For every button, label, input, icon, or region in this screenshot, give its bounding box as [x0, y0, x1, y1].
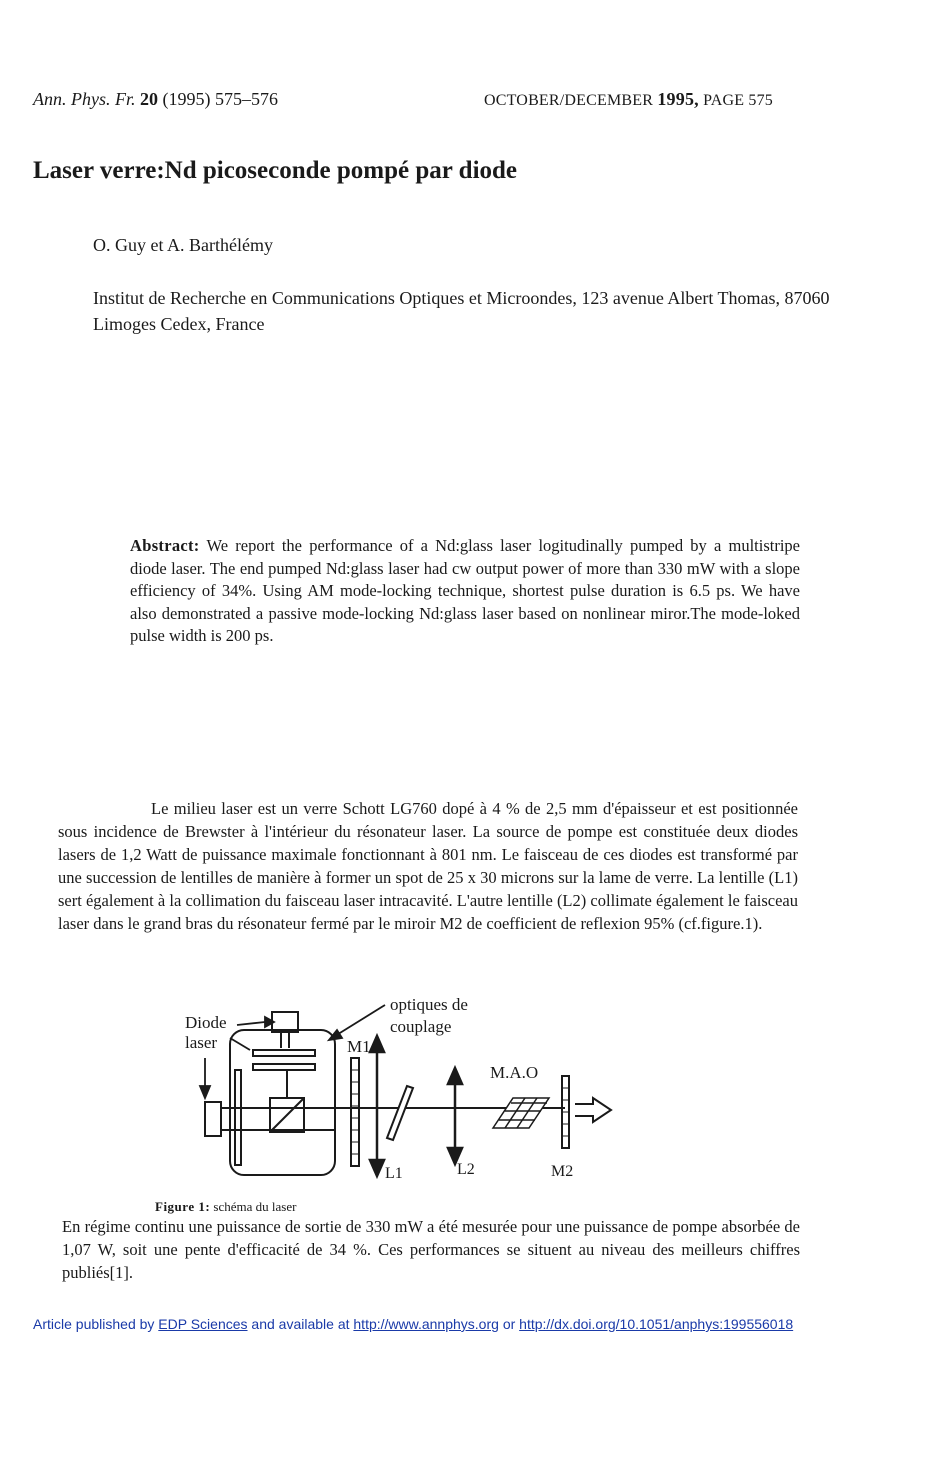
journal-pages: (1995) 575–576: [162, 89, 278, 109]
running-header-citation: [33, 89, 278, 110]
coupling-enclosure: [230, 1030, 335, 1175]
label-diode: Diode: [185, 1013, 227, 1032]
abstract-text: We report the performance of a Nd:glass laser logitudinally pumped by a multistripe diode laser. The end pumped Nd:glass laser had cw output power of more than 330 mW with a slope efficiency of 34%. Using AM mode-locking technique, shortest pulse duration is 6.5 ps. We have also demonstrated a passive mode-locking Nd:glass laser based on nonlinear miror.The mode-loked pulse width is 200 ps.: [130, 536, 800, 645]
coupling-lens-2: [253, 1064, 315, 1070]
abstract-label: Abstract:: [130, 536, 200, 555]
label-mao: M.A.O: [490, 1063, 539, 1082]
label-coupling: couplage: [390, 1017, 452, 1036]
journal-url-link[interactable]: http://www.annphys.org: [353, 1316, 499, 1332]
body-paragraph-2: En régime continu une puissance de sortie de 330 mW a été mesurée pour une puissance de pompe absorbée de 1,07 W, soit une pente d'efficacité de 34 %. Ces performances se situent au niveau des meilleurs chiffres publiés[1].: [62, 1217, 800, 1282]
doi-link[interactable]: http://dx.doi.org/10.1051/anphys:199556018: [519, 1316, 794, 1332]
author-affiliation: Institut de Recherche en Communications Optiques et Microondes, 123 avenue Albert Thomas, 87060 Limoges Cedex, France: [93, 288, 830, 334]
publisher-link[interactable]: EDP Sciences: [158, 1316, 248, 1332]
label-laser: laser: [185, 1033, 218, 1052]
body-paragraph-1: Le milieu laser est un verre Schott LG760 dopé à 4 % de 2,5 mm d'épaisseur et est positionnée sous incidence de Brewster à l'intérieur du résonateur laser. La source de pompe est constituée deux diodes lasers de 1,2 Watt de puissance maximale fonctionnant à 801 nm. Le faisceau de ces diodes est transformé par une succession de lentilles de manière à former un spot de 25 x 30 microns sur la lame de verre. La lentille (L1) sert également à la collimation du faisceau laser intracavité. L'autre lentille (L2) collimate également le faisceau laser dans le grand bras du résonateur fermé par le miroir M2 de coefficient de reflexion 95% (cf.figure.1).: [58, 799, 798, 933]
figure-caption-text: schéma du laser: [213, 1199, 297, 1214]
laser-schematic-figure: [175, 990, 635, 1190]
running-header-issue: [484, 89, 773, 110]
label-l1: L1: [385, 1165, 403, 1182]
figure-caption-label: Figure 1:: [155, 1199, 211, 1214]
issue-year: 1995,: [657, 89, 699, 109]
paper-authors: O. Guy et A. Barthélémy: [93, 235, 273, 255]
paper-title: Laser verre:Nd picoseconde pompé par diode: [33, 157, 518, 184]
label-m1: M1: [347, 1037, 371, 1056]
footer-or: or: [502, 1316, 516, 1332]
footer-prefix: Article published by: [33, 1316, 155, 1332]
coupling-lens-1: [253, 1050, 315, 1056]
mirror-m1: [351, 1058, 359, 1166]
abstract: [130, 535, 800, 648]
figure-caption: [155, 1199, 296, 1215]
left-diode-box: [205, 1102, 221, 1136]
page-number: PAGE 575: [703, 92, 773, 109]
glass-plate: [387, 1086, 413, 1140]
enclosure-lens: [235, 1070, 241, 1165]
output-beam-arrow: [575, 1098, 611, 1122]
issue-months: OCTOBER/DECEMBER: [484, 92, 654, 109]
journal-volume: 20: [140, 89, 158, 109]
publication-footer: [33, 1316, 793, 1332]
label-l2: L2: [457, 1161, 475, 1178]
journal-name: Ann. Phys. Fr.: [33, 89, 136, 109]
label-m2: M2: [551, 1163, 574, 1180]
footer-middle: and available at: [251, 1316, 350, 1332]
label-optics: optiques de: [390, 995, 468, 1014]
